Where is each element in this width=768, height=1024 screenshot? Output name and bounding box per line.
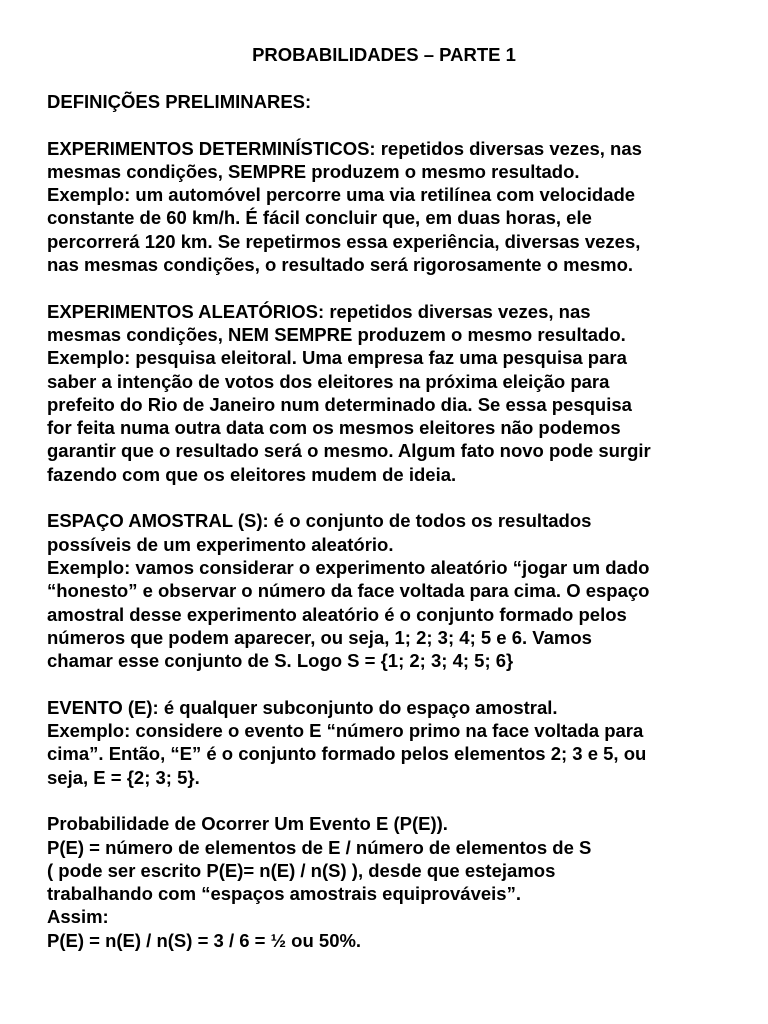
- paragraph-line: Exemplo: um automóvel percorre uma via retilínea com velocidade: [47, 184, 636, 206]
- paragraph-line: cima”. Então, “E” é o conjunto formado pelos elementos 2; 3 e 5, ou: [47, 743, 647, 765]
- paragraph-line: Assim:: [47, 906, 109, 928]
- paragraph-line: “honesto” e observar o número da face voltada para cima. O espaço: [47, 580, 650, 602]
- paragraph-line: Exemplo: considere o evento E “número primo na face voltada para: [47, 720, 644, 742]
- paragraph-line: números que podem aparecer, ou seja, 1; 2; 3; 4; 5 e 6. Vamos: [47, 626, 592, 648]
- paragraph-line: P(E) = n(E) / n(S) = 3 / 6 = ½ ou 50%.: [47, 929, 362, 951]
- spacer: [47, 113, 747, 136]
- paragraph-line: Exemplo: vamos considerar o experimento aleatório “jogar um dado: [47, 556, 650, 578]
- paragraph-line: Probabilidade de Ocorrer Um Evento E (P(E)).: [47, 813, 448, 835]
- spacer: [47, 672, 747, 695]
- spacer: [47, 486, 747, 509]
- paragraph-line: saber a intenção de votos dos eleitores na próxima eleição para: [47, 370, 610, 392]
- paragraph-line: fazendo com que os eleitores mudem de ideia.: [47, 463, 457, 485]
- paragraph-line: nas mesmas condições, o resultado será rigorosamente o mesmo.: [47, 254, 634, 276]
- paragraph-line: EVENTO (E): é qualquer subconjunto do espaço amostral.: [47, 696, 558, 718]
- section-random-experiments: [47, 300, 747, 486]
- preliminary-definitions-heading: DEFINIÇÕES PRELIMINARES:: [47, 91, 312, 112]
- section-sample-space: [47, 509, 747, 672]
- section-deterministic-experiments: [47, 137, 747, 277]
- paragraph-line: P(E) = número de elementos de E / número de elementos de S: [47, 836, 592, 858]
- paragraph-line: prefeito do Rio de Janeiro num determinado dia. Se essa pesquisa: [47, 393, 632, 415]
- spacer: [47, 276, 747, 299]
- paragraph-line: ( pode ser escrito P(E)= n(E) / n(S) ), desde que estejamos: [47, 859, 556, 881]
- paragraph-line: seja, E = {2; 3; 5}.: [47, 766, 200, 788]
- paragraph-line: EXPERIMENTOS DETERMINÍSTICOS: repetidos diversas vezes, nas: [47, 137, 642, 159]
- paragraph-line: garantir que o resultado será o mesmo. Algum fato novo pode surgir: [47, 440, 651, 462]
- paragraph-line: EXPERIMENTOS ALEATÓRIOS: repetidos diversas vezes, nas: [47, 300, 591, 322]
- document-body: [47, 90, 747, 952]
- paragraph-line: constante de 60 km/h. É fácil concluir que, em duas horas, ele: [47, 207, 592, 229]
- paragraph-line: ESPAÇO AMOSTRAL (S): é o conjunto de todos os resultados: [47, 510, 592, 532]
- paragraph-line: mesmas condições, SEMPRE produzem o mesmo resultado.: [47, 160, 580, 182]
- paragraph-line: possíveis de um experimento aleatório.: [47, 533, 394, 555]
- paragraph-line: percorrerá 120 km. Se repetirmos essa experiência, diversas vezes,: [47, 230, 641, 252]
- document-title: PROBABILIDADES – PARTE 1: [252, 44, 516, 65]
- spacer: [47, 789, 747, 812]
- section-event-probability: [47, 812, 747, 952]
- paragraph-line: for feita numa outra data com os mesmos eleitores não podemos: [47, 417, 621, 439]
- paragraph-line: chamar esse conjunto de S. Logo S = {1; 2; 3; 4; 5; 6}: [47, 650, 514, 672]
- paragraph-line: trabalhando com “espaços amostrais equiprováveis”.: [47, 883, 521, 905]
- paragraph-line: Exemplo: pesquisa eleitoral. Uma empresa faz uma pesquisa para: [47, 347, 627, 369]
- section-event: [47, 696, 747, 789]
- paragraph-line: mesmas condições, NEM SEMPRE produzem o mesmo resultado.: [47, 323, 626, 345]
- paragraph-line: amostral desse experimento aleatório é o conjunto formado pelos: [47, 603, 627, 625]
